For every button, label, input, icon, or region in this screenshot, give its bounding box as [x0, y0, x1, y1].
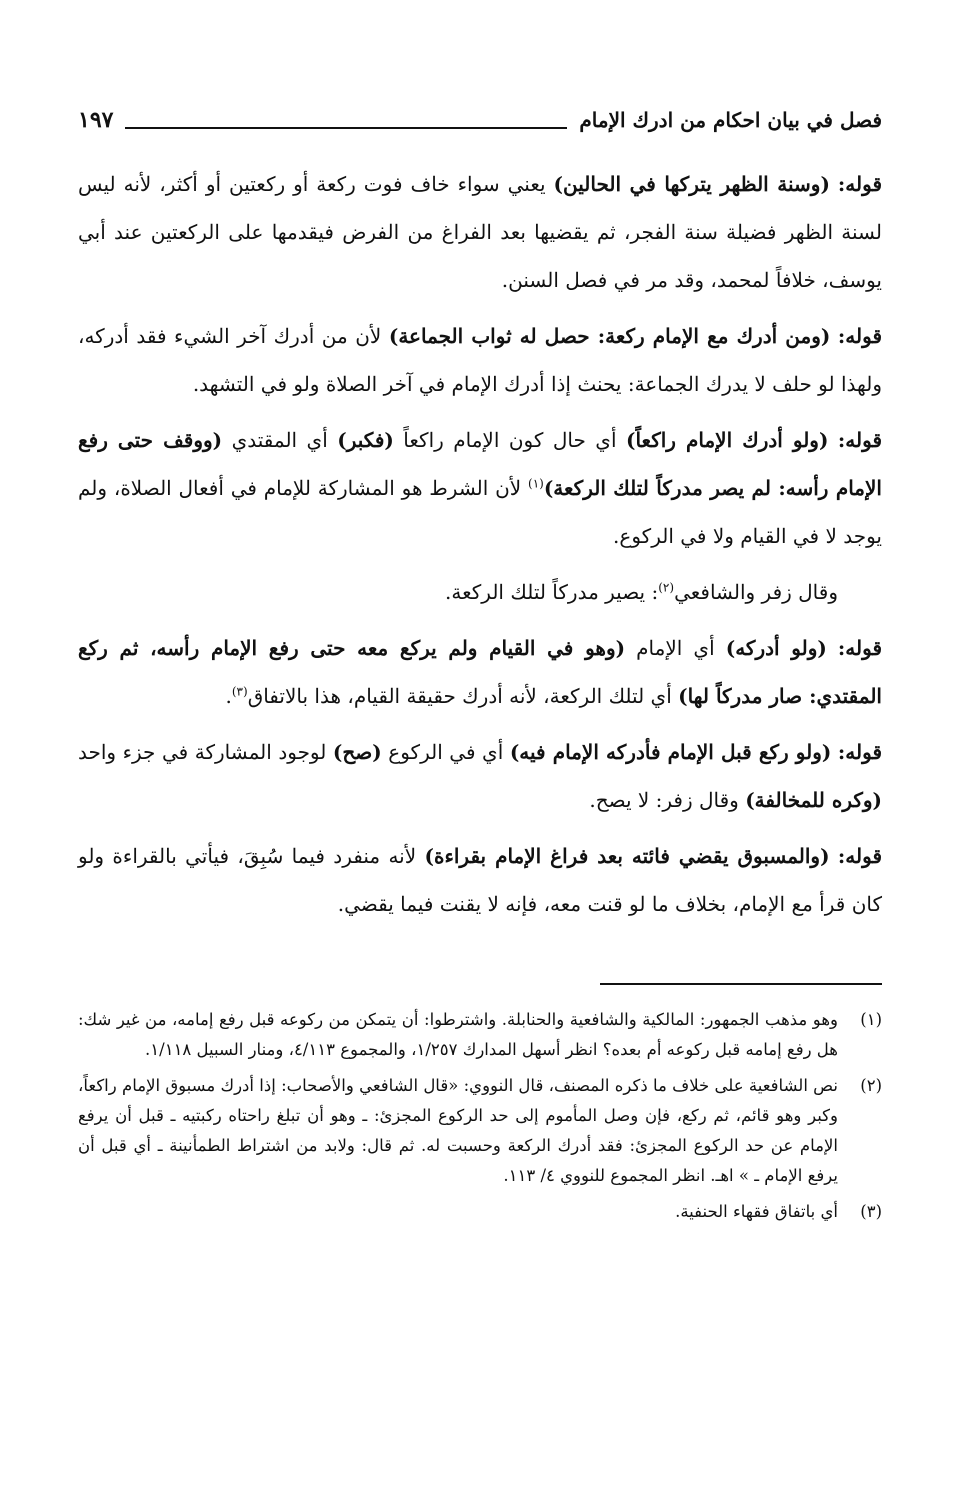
commentary-text: وقال زفر والشافعي	[674, 580, 838, 604]
paragraph-5	[78, 624, 882, 720]
commentary-text: لأن من أدرك آخر الشيء فقد أدركه، ولهذا لو حلف لا يدرك الجماعة: يحنث إذا أدرك الإمام في آخر الصلاة ولو في التشهد.	[78, 324, 882, 396]
matn-quote: (ولو ركع قبل الإمام فأدركه الإمام فيه)	[509, 740, 832, 764]
lead-word: قوله:	[837, 844, 882, 868]
commentary-text: يعني سواء خاف فوت ركعة أو ركعتين أو أكثر، لأنه ليس لسنة الظهر فضيلة سنة الفجر، ثم يقضيها بعد الفراغ من الفرض فيقدمها على الركعتين عند أبي يوسف، خلافاً لمحمد، وقد مر في فصل السنن.	[78, 172, 882, 292]
paragraph-3	[78, 416, 882, 560]
paragraph-7	[78, 832, 882, 928]
commentary-text: أي المقتدي	[222, 428, 338, 452]
footnote-3	[78, 1197, 882, 1227]
footnote-number: (٣)	[860, 1202, 882, 1221]
matn-quote: (وكره للمخالفة)	[745, 788, 882, 812]
paragraph-6	[78, 728, 882, 824]
commentary-text: أي لتلك الركعة، لأنه أدرك حقيقة القيام، هذا بالاتفاق	[247, 684, 679, 708]
footnote-separator	[600, 983, 882, 985]
commentary-text: : يصير مدركاً لتلك الركعة.	[445, 580, 659, 604]
paragraph-2	[78, 312, 882, 408]
footnote-ref[interactable]: (١)	[528, 476, 544, 491]
footnotes	[78, 1005, 882, 1233]
matn-quote: (ومن أدرك مع الإمام ركعة: حصل له ثواب الجماعة)	[388, 324, 831, 348]
footnote-ref[interactable]: (٣)	[231, 684, 248, 699]
commentary-text: لوجود المشاركة في جزء واحد	[78, 740, 333, 764]
main-text	[78, 160, 882, 936]
footnote-ref[interactable]: (٢)	[658, 580, 675, 595]
footnote-text: نص الشافعية على خلاف ما ذكره المصنف، قال النووي: «قال الشافعي والأصحاب: إذا أدرك مسبوق الإمام راكعاً، وكبر وهو قائم، ثم ركع، فإن وصل المأموم إلى حد الركوع المجزئ: ـ وهو أن تبلغ راحتاه ركبتيه ـ قبل أن يرفع الإمام عن حد الركوع المجزئ: فقد أدرك الركعة وحسبت له. ثم قال: ولابد من اشتراط الطمأنينة ـ أي قبل أن يرفع الإمام ـ » اهـ. انظر المجموع للنووي ٤/ ١١٣.	[78, 1076, 838, 1185]
matn-quote: (صح)	[332, 740, 382, 764]
commentary-text: أي حال كون الإمام راكعاً	[393, 428, 626, 452]
commentary-text: .	[225, 684, 232, 708]
lead-word: قوله:	[837, 740, 882, 764]
lead-word: قوله:	[837, 636, 883, 660]
matn-quote: (ووقف حتى رفع الإمام رأسه: لم يصر مدركاً لتلك الركعة)	[78, 428, 882, 500]
matn-quote: (والمسبوق يقضي فائته بعد فراغ الإمام بقراءة)	[424, 844, 830, 868]
matn-quote: (وسنة الظهر يتركها في الحالين)	[553, 172, 830, 196]
lead-word: قوله:	[837, 428, 882, 452]
footnote-2	[78, 1071, 882, 1191]
matn-quote: (وهو في القيام ولم يركع معه حتى رفع الإمام رأسه، ثم ركع المقتدي: صار مدركاً لها)	[78, 636, 882, 708]
matn-quote: (ولو أدرك الإمام راكعاً)	[625, 428, 829, 452]
commentary-text: لأنه منفرد فيما سُبِقَ، فيأتي بالقراءة ولو كان قرأ مع الإمام، بخلاف ما لو قنت معه، فإنه لا يقنت فيما يقضي.	[78, 844, 882, 916]
paragraph-4	[78, 568, 882, 616]
page-number: ١٩٧	[78, 107, 114, 133]
commentary-text: لأن الشرط هو المشاركة للإمام في أفعال الصلاة، ولم يوجد لا في القيام ولا في الركوع.	[78, 476, 882, 548]
running-header	[78, 100, 882, 140]
paragraph-1	[78, 160, 882, 304]
lead-word: قوله:	[837, 172, 882, 196]
commentary-text: وقال زفر: لا يصح.	[589, 788, 746, 812]
commentary-text: أي في الركوع	[381, 740, 510, 764]
footnote-number: (١)	[860, 1010, 882, 1029]
chapter-title: فصل في بيان احكام من ادرك الإمام	[579, 108, 882, 132]
footnote-1	[78, 1005, 882, 1065]
commentary-text: أي الإمام	[625, 636, 726, 660]
footnote-text: وهو مذهب الجمهور: المالكية والشافعية والحنابلة. واشترطوا: أن يتمكن من ركوعه قبل رفع إمامه، من غير شك: هل رفع إمامه قبل ركوعه أم بعده؟ انظر أسهل المدارك ١/٢٥٧، والمجموع ٤/١١٣، ومنار السبيل ١/١١٨.	[78, 1010, 838, 1059]
matn-quote: (ولو أدركه)	[725, 636, 827, 660]
header-rule	[125, 127, 567, 129]
matn-quote: (فكبر)	[337, 428, 394, 452]
lead-word: قوله:	[837, 324, 882, 348]
footnote-number: (٢)	[860, 1076, 882, 1095]
footnote-text: أي باتفاق فقهاء الحنفية.	[675, 1202, 838, 1221]
